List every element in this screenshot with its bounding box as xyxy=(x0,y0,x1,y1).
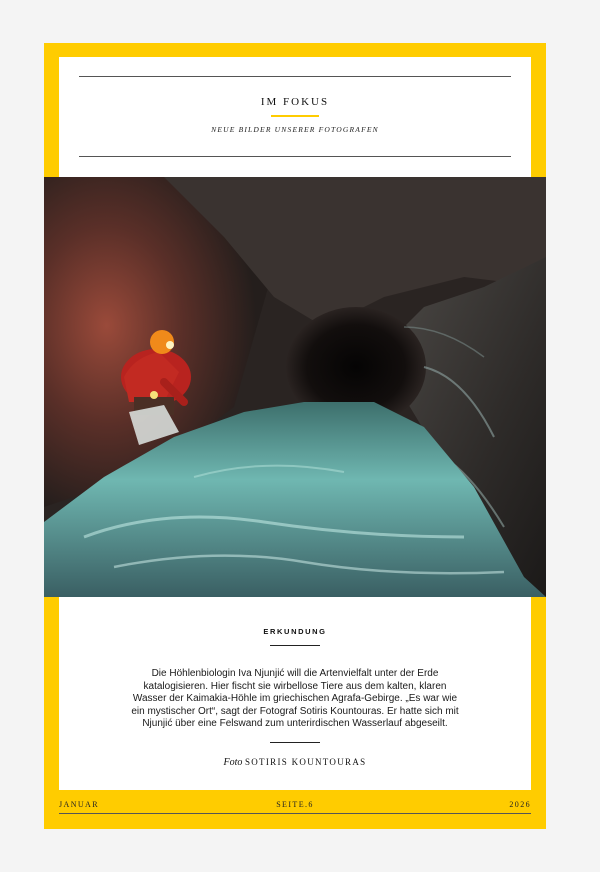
cave-photo xyxy=(44,177,546,597)
page-subtitle: NEUE BILDER UNSERER FOTOGRAFEN xyxy=(211,125,379,134)
section-rule xyxy=(270,645,320,646)
footer xyxy=(59,800,531,814)
title-underline xyxy=(271,115,319,117)
header-rule-bottom xyxy=(79,156,511,157)
footer-month: JANUAR xyxy=(59,800,99,809)
header-rule-top xyxy=(79,76,511,77)
footer-year: 2026 xyxy=(509,800,531,809)
photo-credit xyxy=(59,757,531,768)
article-body: Die Höhlenbiologin Iva Njunjić will die Artenvielfalt unter der Erde katalogisieren. Hier fischt sie wirbellose Tiere aus dem kalten, klaren Wasser der Kaimakia-Höhle im griechischen Agrafa-Gebirge. „Es war wie ein mystischer Ort“, sagt der Fotograf Sotiris Kountouras. Er hatte sich mit Njunjić über eine Felswand zum unterirdischen Wasserlauf abgeseilt. xyxy=(131,668,459,730)
footer-rule xyxy=(59,813,531,814)
header-panel xyxy=(59,57,531,177)
footer-page-number: SEITE.6 xyxy=(276,800,314,809)
credit-name: SOTIRIS KOUNTOURAS xyxy=(244,757,367,767)
page-title: IM FOKUS xyxy=(260,96,330,108)
section-label: ERKUNDUNG xyxy=(263,627,327,636)
body-rule xyxy=(270,742,320,743)
credit-prefix: Foto xyxy=(223,757,243,768)
